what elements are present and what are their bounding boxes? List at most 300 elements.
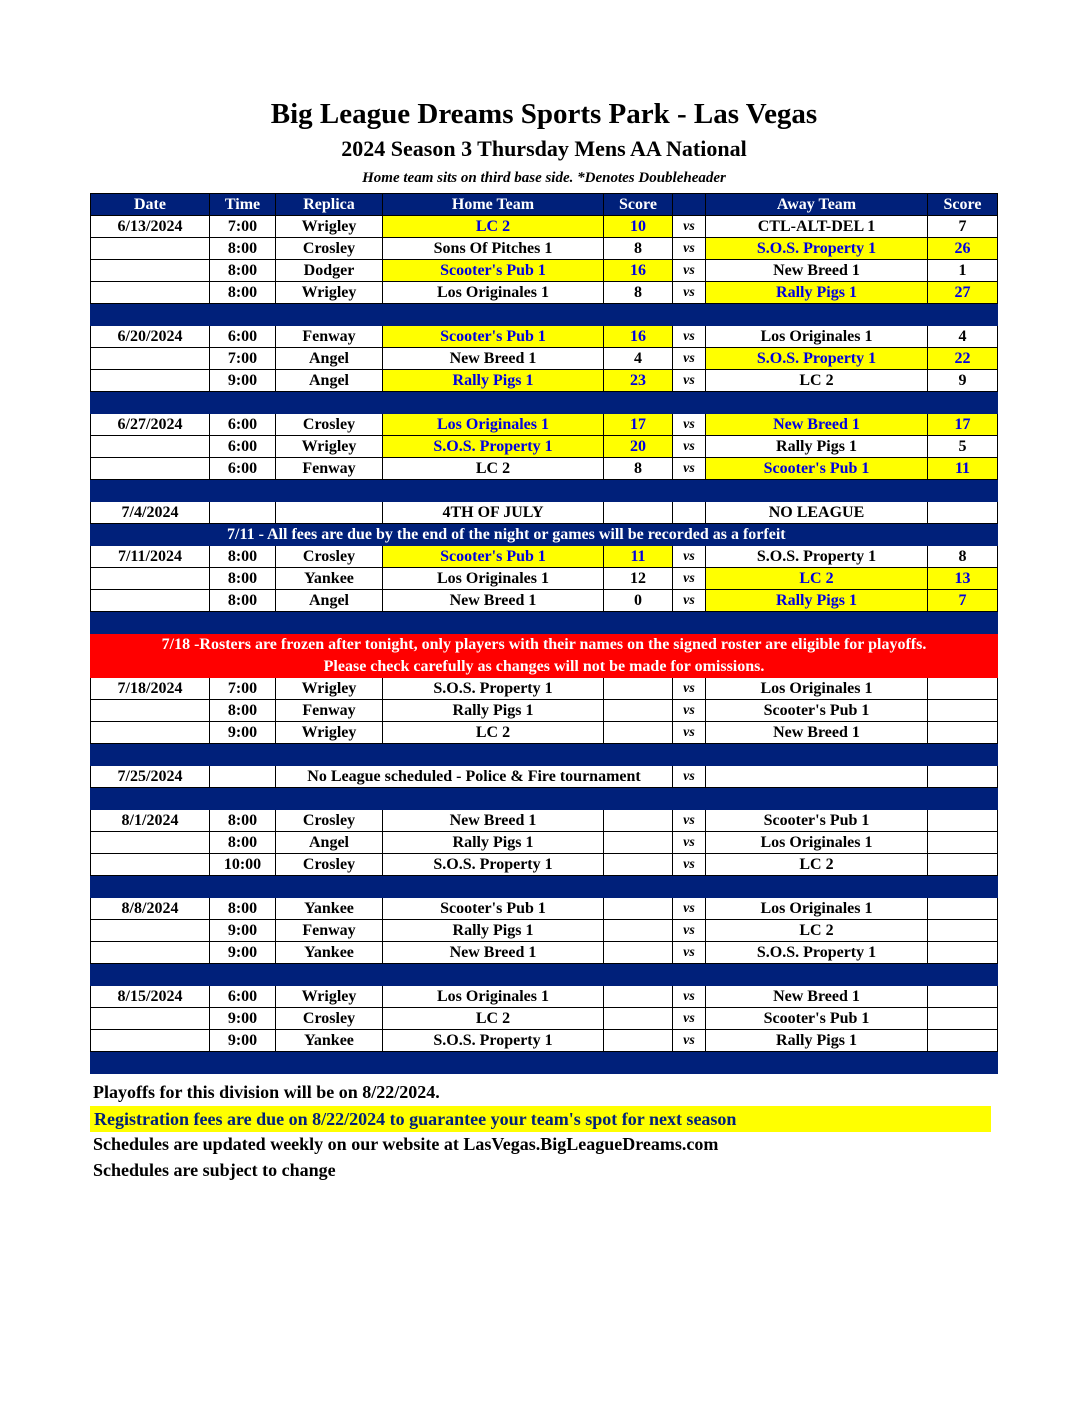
home-team-cell: LC 2 [383, 722, 604, 744]
home-team-cell: Rally Pigs 1 [383, 920, 604, 942]
date-cell: 6/27/2024 [91, 414, 210, 436]
col-header-vs [673, 194, 706, 216]
date-cell [91, 260, 210, 282]
vs-cell: vs [673, 854, 706, 876]
schedule-table [90, 193, 998, 1074]
date-cell [91, 370, 210, 392]
home-score-cell: 16 [604, 260, 673, 282]
separator-cell [928, 964, 998, 986]
date-cell: 6/20/2024 [91, 326, 210, 348]
table-row [91, 942, 998, 964]
home-score-cell [604, 942, 673, 964]
away-team-cell: Los Originales 1 [706, 326, 928, 348]
away-score-cell [928, 722, 998, 744]
replica-field-cell: Crosley [276, 546, 383, 568]
col-header-replica: Replica [276, 194, 383, 216]
vs-cell: vs [673, 986, 706, 1008]
vs-cell: vs [673, 942, 706, 964]
separator-cell [928, 612, 998, 634]
replica-field-cell: Wrigley [276, 436, 383, 458]
time-cell: 8:00 [210, 282, 276, 304]
website-note: Schedules are updated weekly on our website at LasVegas.BigLeagueDreams.com [93, 1134, 719, 1154]
separator-cell [210, 876, 276, 898]
replica-field-cell [276, 502, 383, 524]
separator-cell [91, 788, 210, 810]
separator-cell [673, 1052, 706, 1074]
separator-cell [928, 744, 998, 766]
time-cell: 6:00 [210, 436, 276, 458]
date-cell [91, 282, 210, 304]
vs-cell: vs [673, 282, 706, 304]
separator-cell [604, 480, 673, 502]
separator-cell [673, 480, 706, 502]
change-note: Schedules are subject to change [93, 1160, 336, 1180]
home-team-cell: New Breed 1 [383, 590, 604, 612]
separator-row [91, 876, 998, 898]
away-team-cell: Rally Pigs 1 [706, 436, 928, 458]
separator-cell [706, 392, 928, 414]
away-score-cell: 13 [928, 568, 998, 590]
vs-cell: vs [673, 348, 706, 370]
separator-cell [673, 392, 706, 414]
time-cell: 8:00 [210, 546, 276, 568]
col-header-away-team: Away Team [706, 194, 928, 216]
home-team-cell: Sons Of Pitches 1 [383, 238, 604, 260]
date-cell [91, 238, 210, 260]
home-team-cell: Rally Pigs 1 [383, 370, 604, 392]
separator-row [91, 304, 998, 326]
table-row [91, 216, 998, 238]
home-score-cell [604, 678, 673, 700]
table-row [91, 458, 998, 480]
replica-field-cell: Yankee [276, 1030, 383, 1052]
table-row [91, 1030, 998, 1052]
playoffs-note: Playoffs for this division will be on 8/22/2024. [93, 1082, 440, 1102]
away-team-cell: New Breed 1 [706, 260, 928, 282]
vs-cell: vs [673, 238, 706, 260]
home-team-cell: Scooter's Pub 1 [383, 260, 604, 282]
table-row [91, 568, 998, 590]
replica-field-cell: Crosley [276, 810, 383, 832]
schedule-note: Home team sits on third base side. *Denotes Doubleheader [362, 170, 726, 186]
time-cell: 8:00 [210, 810, 276, 832]
time-cell: 6:00 [210, 414, 276, 436]
away-team-cell: LC 2 [706, 920, 928, 942]
time-cell: 6:00 [210, 326, 276, 348]
table-row [91, 414, 998, 436]
table-header-row [91, 194, 998, 216]
vs-cell: vs [673, 1030, 706, 1052]
away-team-cell: Scooter's Pub 1 [706, 458, 928, 480]
home-score-cell [604, 502, 673, 524]
separator-cell [210, 744, 276, 766]
replica-field-cell: Wrigley [276, 986, 383, 1008]
separator-cell [276, 392, 383, 414]
home-score-cell [604, 898, 673, 920]
separator-cell [706, 876, 928, 898]
away-team-cell: Scooter's Pub 1 [706, 810, 928, 832]
home-score-cell: 23 [604, 370, 673, 392]
away-score-cell: 7 [928, 216, 998, 238]
vs-cell: vs [673, 832, 706, 854]
away-team-cell: Scooter's Pub 1 [706, 1008, 928, 1030]
separator-cell [604, 1052, 673, 1074]
time-cell: 8:00 [210, 700, 276, 722]
separator-cell [604, 612, 673, 634]
away-team-cell: S.O.S. Property 1 [706, 238, 928, 260]
away-team-cell: Los Originales 1 [706, 832, 928, 854]
vs-cell: vs [673, 326, 706, 348]
date-cell: 8/15/2024 [91, 986, 210, 1008]
separator-row [91, 744, 998, 766]
separator-cell [928, 1052, 998, 1074]
home-team-cell: LC 2 [383, 458, 604, 480]
vs-cell: vs [673, 810, 706, 832]
away-score-cell: 26 [928, 238, 998, 260]
replica-field-cell: Wrigley [276, 216, 383, 238]
away-score-cell [928, 502, 998, 524]
home-score-cell [604, 700, 673, 722]
home-team-cell: Scooter's Pub 1 [383, 546, 604, 568]
separator-cell [706, 964, 928, 986]
table-row [91, 502, 998, 524]
separator-cell [91, 1052, 210, 1074]
home-team-cell: 4TH OF JULY [383, 502, 604, 524]
separator-cell [210, 392, 276, 414]
replica-field-cell: Angel [276, 370, 383, 392]
date-cell [91, 568, 210, 590]
separator-cell [604, 964, 673, 986]
table-row [91, 854, 998, 876]
replica-field-cell: Crosley [276, 854, 383, 876]
date-cell: 7/18/2024 [91, 678, 210, 700]
time-cell: 9:00 [210, 942, 276, 964]
home-score-cell [604, 920, 673, 942]
col-header-time: Time [210, 194, 276, 216]
time-cell: 7:00 [210, 348, 276, 370]
col-header-away-score: Score [928, 194, 998, 216]
time-cell: 8:00 [210, 590, 276, 612]
table-row [91, 986, 998, 1008]
separator-cell [276, 744, 383, 766]
table-row [91, 898, 998, 920]
vs-cell: vs [673, 216, 706, 238]
table-row [91, 1008, 998, 1030]
home-score-cell: 12 [604, 568, 673, 590]
away-team-cell: New Breed 1 [706, 986, 928, 1008]
separator-cell [383, 480, 604, 502]
date-cell: 8/8/2024 [91, 898, 210, 920]
home-team-cell: LC 2 [383, 216, 604, 238]
table-row [91, 722, 998, 744]
away-score-cell [928, 766, 998, 788]
separator-cell [276, 1052, 383, 1074]
time-cell: 8:00 [210, 898, 276, 920]
home-team-cell: LC 2 [383, 1008, 604, 1030]
away-score-cell: 5 [928, 436, 998, 458]
separator-row [91, 480, 998, 502]
separator-cell [928, 304, 998, 326]
away-team-cell: S.O.S. Property 1 [706, 942, 928, 964]
away-score-cell [928, 942, 998, 964]
table-row [91, 766, 998, 788]
home-team-cell: S.O.S. Property 1 [383, 678, 604, 700]
separator-cell [276, 480, 383, 502]
replica-field-cell: Angel [276, 832, 383, 854]
date-cell [91, 1008, 210, 1030]
replica-field-cell: Fenway [276, 920, 383, 942]
separator-cell [91, 612, 210, 634]
separator-cell [210, 964, 276, 986]
away-team-cell: LC 2 [706, 854, 928, 876]
away-team-cell: Rally Pigs 1 [706, 1030, 928, 1052]
away-team-cell: Rally Pigs 1 [706, 282, 928, 304]
away-score-cell [928, 1008, 998, 1030]
replica-field-cell: Fenway [276, 326, 383, 348]
separator-cell [276, 964, 383, 986]
away-score-cell: 7 [928, 590, 998, 612]
separator-cell [604, 744, 673, 766]
home-score-cell [604, 722, 673, 744]
time-cell: 8:00 [210, 238, 276, 260]
home-score-cell: 16 [604, 326, 673, 348]
vs-cell: vs [673, 546, 706, 568]
table-row [91, 832, 998, 854]
away-team-cell: LC 2 [706, 370, 928, 392]
time-cell: 9:00 [210, 1030, 276, 1052]
home-score-cell: 0 [604, 590, 673, 612]
away-score-cell [928, 678, 998, 700]
home-team-cell: New Breed 1 [383, 942, 604, 964]
home-score-cell [604, 854, 673, 876]
separator-cell [383, 876, 604, 898]
separator-cell [706, 744, 928, 766]
replica-field-cell: Wrigley [276, 282, 383, 304]
replica-field-cell: Angel [276, 348, 383, 370]
away-team-cell: Los Originales 1 [706, 678, 928, 700]
home-team-cell: S.O.S. Property 1 [383, 436, 604, 458]
separator-cell [673, 612, 706, 634]
away-team-cell [706, 766, 928, 788]
home-team-cell: Scooter's Pub 1 [383, 326, 604, 348]
time-cell: 10:00 [210, 854, 276, 876]
separator-cell [673, 304, 706, 326]
replica-field-cell: Wrigley [276, 678, 383, 700]
vs-cell: vs [673, 898, 706, 920]
time-cell: 6:00 [210, 986, 276, 1008]
away-team-cell: CTL-ALT-DEL 1 [706, 216, 928, 238]
date-cell [91, 854, 210, 876]
separator-cell [706, 304, 928, 326]
away-team-cell: LC 2 [706, 568, 928, 590]
separator-cell [383, 964, 604, 986]
home-team-cell: Rally Pigs 1 [383, 832, 604, 854]
time-cell [210, 502, 276, 524]
time-cell: 7:00 [210, 678, 276, 700]
separator-cell [604, 788, 673, 810]
home-team-cell: Scooter's Pub 1 [383, 898, 604, 920]
separator-cell [210, 1052, 276, 1074]
replica-field-cell: Crosley [276, 1008, 383, 1030]
away-score-cell [928, 700, 998, 722]
home-score-cell: 17 [604, 414, 673, 436]
home-score-cell [604, 986, 673, 1008]
table-row [91, 700, 998, 722]
replica-field-cell: Dodger [276, 260, 383, 282]
replica-field-cell: Crosley [276, 238, 383, 260]
separator-cell [928, 392, 998, 414]
separator-row [91, 788, 998, 810]
date-cell [91, 920, 210, 942]
date-cell [91, 942, 210, 964]
away-team-cell: S.O.S. Property 1 [706, 348, 928, 370]
home-team-cell: Los Originales 1 [383, 414, 604, 436]
date-cell: 7/11/2024 [91, 546, 210, 568]
away-score-cell [928, 854, 998, 876]
separator-cell [706, 612, 928, 634]
separator-cell [673, 744, 706, 766]
separator-cell [383, 304, 604, 326]
col-header-home-score: Score [604, 194, 673, 216]
away-score-cell: 27 [928, 282, 998, 304]
vs-cell: vs [673, 700, 706, 722]
away-score-cell: 9 [928, 370, 998, 392]
home-score-cell: 8 [604, 282, 673, 304]
separator-cell [276, 876, 383, 898]
time-cell: 6:00 [210, 458, 276, 480]
date-cell [91, 436, 210, 458]
table-row [91, 678, 998, 700]
home-team-cell: Los Originales 1 [383, 568, 604, 590]
separator-cell [383, 788, 604, 810]
separator-cell [91, 304, 210, 326]
away-score-cell [928, 1030, 998, 1052]
date-cell: 6/13/2024 [91, 216, 210, 238]
separator-cell [91, 392, 210, 414]
separator-cell [706, 1052, 928, 1074]
separator-cell [383, 1052, 604, 1074]
separator-cell [210, 480, 276, 502]
col-header-home-team: Home Team [383, 194, 604, 216]
time-cell: 8:00 [210, 568, 276, 590]
table-row [91, 920, 998, 942]
replica-field-cell: Yankee [276, 942, 383, 964]
alert-row [91, 656, 998, 678]
time-cell: 9:00 [210, 920, 276, 942]
separator-cell [706, 788, 928, 810]
vs-cell: vs [673, 458, 706, 480]
separator-cell [383, 744, 604, 766]
separator-cell [383, 612, 604, 634]
vs-cell: vs [673, 436, 706, 458]
alert-row [91, 634, 998, 656]
away-score-cell: 8 [928, 546, 998, 568]
separator-cell [210, 304, 276, 326]
date-cell: 7/25/2024 [91, 766, 210, 788]
away-score-cell: 4 [928, 326, 998, 348]
separator-cell [91, 744, 210, 766]
separator-cell [91, 480, 210, 502]
vs-cell: vs [673, 722, 706, 744]
vs-cell [673, 502, 706, 524]
time-cell: 9:00 [210, 370, 276, 392]
date-cell [91, 458, 210, 480]
notice-row [91, 524, 998, 546]
replica-field-cell: Fenway [276, 700, 383, 722]
separator-row [91, 612, 998, 634]
time-cell: 9:00 [210, 1008, 276, 1030]
separator-cell [706, 480, 928, 502]
home-score-cell: 11 [604, 546, 673, 568]
table-row [91, 810, 998, 832]
page-subtitle: 2024 Season 3 Thursday Mens AA National [341, 136, 747, 161]
time-cell: 8:00 [210, 832, 276, 854]
separator-cell [673, 876, 706, 898]
away-team-cell: New Breed 1 [706, 722, 928, 744]
home-team-cell: S.O.S. Property 1 [383, 1030, 604, 1052]
separator-cell [276, 612, 383, 634]
home-team-cell: New Breed 1 [383, 348, 604, 370]
vs-cell: vs [673, 568, 706, 590]
separator-cell [383, 392, 604, 414]
time-cell: 8:00 [210, 260, 276, 282]
table-row [91, 238, 998, 260]
date-cell [91, 590, 210, 612]
date-cell: 7/4/2024 [91, 502, 210, 524]
away-score-cell: 22 [928, 348, 998, 370]
away-score-cell: 1 [928, 260, 998, 282]
col-header-date: Date [91, 194, 210, 216]
separator-cell [604, 876, 673, 898]
announcement-cell: No League scheduled - Police & Fire tournament [276, 766, 673, 788]
home-team-cell: Los Originales 1 [383, 986, 604, 1008]
home-team-cell: Rally Pigs 1 [383, 700, 604, 722]
away-team-cell: S.O.S. Property 1 [706, 546, 928, 568]
vs-cell: vs [673, 370, 706, 392]
registration-note: Registration fees are due on 8/22/2024 to guarantee your team's spot for next season [90, 1106, 991, 1132]
vs-cell: vs [673, 414, 706, 436]
date-cell [91, 700, 210, 722]
alert-text: 7/18 -Rosters are frozen after tonight, only players with their names on the signed roster are eligible for playoffs. [91, 634, 998, 656]
replica-field-cell: Fenway [276, 458, 383, 480]
date-cell: 8/1/2024 [91, 810, 210, 832]
home-score-cell [604, 1030, 673, 1052]
away-team-cell: Los Originales 1 [706, 898, 928, 920]
home-team-cell: S.O.S. Property 1 [383, 854, 604, 876]
home-score-cell [604, 832, 673, 854]
replica-field-cell: Angel [276, 590, 383, 612]
home-team-cell: New Breed 1 [383, 810, 604, 832]
home-team-cell: Los Originales 1 [383, 282, 604, 304]
replica-field-cell: Yankee [276, 568, 383, 590]
home-score-cell [604, 810, 673, 832]
separator-row [91, 1052, 998, 1074]
separator-row [91, 964, 998, 986]
home-score-cell: 4 [604, 348, 673, 370]
away-team-cell: Scooter's Pub 1 [706, 700, 928, 722]
separator-cell [91, 876, 210, 898]
home-score-cell: 8 [604, 238, 673, 260]
table-row [91, 590, 998, 612]
away-team-cell: NO LEAGUE [706, 502, 928, 524]
separator-cell [210, 612, 276, 634]
replica-field-cell: Wrigley [276, 722, 383, 744]
time-cell: 9:00 [210, 722, 276, 744]
separator-row [91, 392, 998, 414]
separator-cell [928, 788, 998, 810]
away-score-cell [928, 986, 998, 1008]
table-row [91, 326, 998, 348]
